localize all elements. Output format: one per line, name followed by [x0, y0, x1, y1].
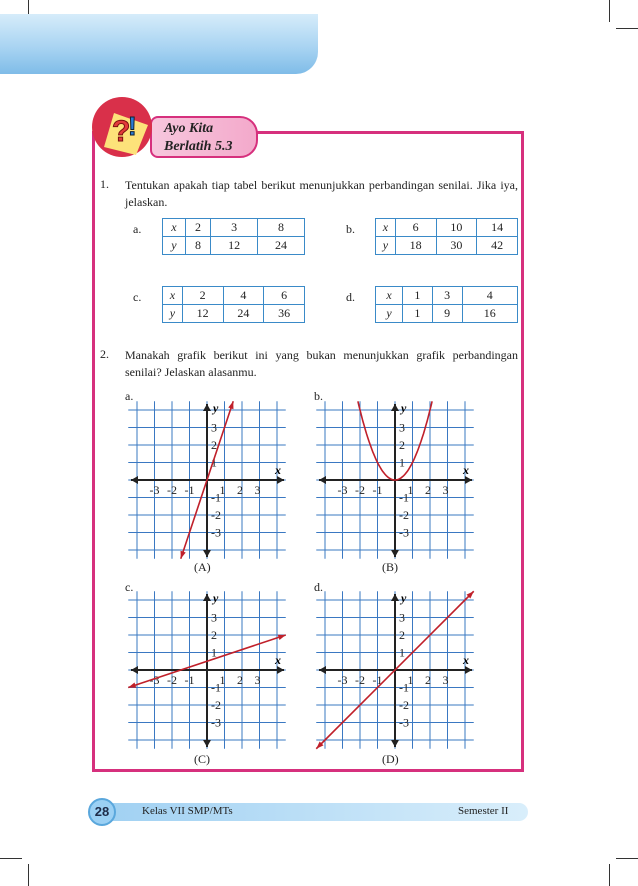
y-axis-label: y	[213, 401, 219, 415]
x-tick-label: 3	[254, 483, 261, 497]
table-cell: 3	[432, 287, 462, 305]
table-cell: 6	[395, 219, 436, 237]
x-tick-label: 2	[237, 483, 243, 497]
arrow-icon	[391, 404, 399, 411]
table-label: d.	[346, 290, 355, 304]
table-cell: 16	[462, 305, 517, 323]
table-cell: 24	[258, 237, 305, 255]
arrow-icon	[319, 476, 326, 484]
table-cell: 12	[211, 237, 258, 255]
table-header: y	[376, 305, 403, 323]
x-tick-label: 2	[425, 483, 431, 497]
table-cell: 14	[477, 219, 518, 237]
x-tick-label: -3	[337, 673, 348, 687]
crop-mark	[609, 864, 610, 886]
arrow-icon	[391, 594, 399, 601]
footer-book-title: Kelas VII SMP/MTs	[142, 805, 233, 817]
table-cell: 8	[258, 219, 305, 237]
arrow-icon	[203, 594, 211, 601]
x-axis-label: x	[275, 653, 281, 667]
x-tick-label: -1	[184, 483, 195, 497]
svg-text:!: !	[128, 111, 137, 141]
x-tick-label: 2	[237, 673, 243, 687]
graph-label: b.	[314, 389, 323, 403]
x-axis-label: x	[275, 463, 281, 477]
question-exclaim-icon	[90, 95, 160, 165]
graph-caption: (A)	[194, 560, 211, 574]
x-tick-label: -3	[337, 483, 348, 497]
badge-line2: Berlatih 5.3	[164, 139, 233, 154]
crop-mark	[616, 28, 638, 29]
graph-b	[313, 398, 478, 563]
y-tick-label: -3	[211, 715, 221, 730]
x-tick-label: -3	[149, 483, 160, 497]
arrow-icon	[391, 550, 399, 557]
y-tick-label: 1	[399, 455, 405, 470]
graph-d	[313, 588, 478, 753]
table-cell: 24	[223, 305, 264, 323]
table-header: x	[376, 219, 396, 237]
y-tick-label: 1	[211, 645, 217, 660]
arrow-icon	[131, 476, 138, 484]
graph-a	[125, 398, 290, 563]
value-table	[162, 286, 305, 323]
x-tick-label: -3	[149, 673, 160, 687]
curve-arrow-icon	[278, 635, 286, 640]
y-tick-label: -1	[399, 680, 409, 695]
exercise-title	[164, 120, 232, 156]
graph-label: a.	[125, 389, 134, 403]
x-tick-label: -1	[372, 483, 383, 497]
arrow-icon	[319, 666, 326, 674]
y-tick-label: 3	[399, 610, 405, 625]
crop-mark	[0, 858, 22, 859]
graph-caption: (C)	[194, 752, 210, 766]
x-tick-label: 1	[407, 673, 414, 687]
table-cell: 4	[223, 287, 264, 305]
x-tick-label: -2	[167, 673, 177, 687]
curve-arrow-icon	[181, 551, 186, 559]
y-tick-label: 3	[211, 610, 217, 625]
graph-label: d.	[314, 580, 323, 594]
table-cell: 36	[264, 305, 305, 323]
y-tick-label: 2	[399, 438, 405, 452]
graph-c	[125, 588, 290, 753]
y-tick-label: -3	[211, 525, 221, 540]
x-tick-label: 3	[254, 673, 261, 687]
x-tick-label: 2	[425, 673, 431, 687]
x-tick-label: -2	[355, 483, 365, 497]
y-tick-label: 1	[399, 645, 405, 660]
table-cell: 1	[402, 305, 432, 323]
curve-arrow-icon	[228, 401, 233, 409]
y-tick-label: 2	[211, 628, 217, 642]
table-cell: 42	[477, 237, 518, 255]
y-tick-label: -1	[211, 680, 221, 695]
table-cell: 1	[402, 287, 432, 305]
arrow-icon	[131, 666, 138, 674]
y-tick-label: -3	[399, 715, 409, 730]
y-tick-label: 2	[211, 438, 217, 452]
table-header: x	[163, 219, 186, 237]
question-text: Tentukan apakah tiap tabel berikut menunjukkan perbandingan senilai. Jika iya, jelaskan.	[125, 178, 518, 209]
y-tick-label: 3	[211, 420, 217, 435]
table-cell: 18	[395, 237, 436, 255]
table-header: x	[163, 287, 183, 305]
graph-caption: (D)	[382, 752, 399, 766]
y-axis-label: y	[213, 591, 219, 605]
arrow-icon	[277, 666, 284, 674]
graph-label: c.	[125, 580, 134, 594]
table-label: b.	[346, 222, 355, 236]
y-tick-label: -3	[399, 525, 409, 540]
table-label: a.	[133, 222, 142, 236]
crop-mark	[616, 858, 638, 859]
svg-text:?: ?	[112, 115, 131, 148]
y-tick-label: 3	[399, 420, 405, 435]
x-tick-label: 1	[407, 483, 414, 497]
curve-arrow-icon	[128, 683, 136, 688]
value-table	[375, 218, 518, 255]
y-axis-label: y	[401, 591, 407, 605]
question-number: 1.	[100, 177, 109, 191]
arrow-icon	[203, 740, 211, 747]
y-tick-label: 2	[399, 628, 405, 642]
table-header: y	[163, 305, 183, 323]
table-cell: 6	[264, 287, 305, 305]
x-axis-label: x	[463, 463, 469, 477]
graph-caption: (B)	[382, 560, 398, 574]
x-tick-label: 3	[442, 483, 449, 497]
question-text: Manakah grafik berikut ini yang bukan menunjukkan grafik perbandingan senilai? Jelaskan alasanmu.	[125, 348, 518, 379]
y-tick-label: -1	[211, 490, 221, 505]
table-cell: 10	[436, 219, 477, 237]
table-header: y	[163, 237, 186, 255]
badge-line1: Ayo Kita	[164, 121, 214, 136]
table-cell: 9	[432, 305, 462, 323]
table-cell: 4	[462, 287, 517, 305]
table-cell: 2	[182, 287, 223, 305]
y-tick-label: -2	[399, 508, 409, 522]
x-tick-label: -2	[355, 673, 365, 687]
table-cell: 30	[436, 237, 477, 255]
table-cell: 2	[185, 219, 210, 237]
y-tick-label: -2	[399, 698, 409, 712]
x-tick-label: -2	[167, 483, 177, 497]
x-tick-label: 1	[219, 673, 226, 687]
arrow-icon	[391, 740, 399, 747]
arrow-icon	[465, 476, 472, 484]
table-label: c.	[133, 290, 142, 304]
value-table	[162, 218, 305, 255]
x-axis-label: x	[463, 653, 469, 667]
y-tick-label: -1	[399, 490, 409, 505]
y-tick-label: -2	[211, 698, 221, 712]
table-header: x	[376, 287, 403, 305]
table-header: y	[376, 237, 396, 255]
table-cell: 3	[211, 219, 258, 237]
x-tick-label: 1	[219, 483, 226, 497]
arrow-icon	[203, 550, 211, 557]
crop-mark	[28, 864, 29, 886]
table-cell: 8	[185, 237, 210, 255]
header-banner	[0, 14, 318, 74]
x-tick-label: 3	[442, 673, 449, 687]
arrow-icon	[465, 666, 472, 674]
question-number: 2.	[100, 347, 109, 361]
x-tick-label: -1	[372, 673, 383, 687]
y-axis-label: y	[401, 401, 407, 415]
page-number: 28	[88, 798, 116, 826]
value-table	[375, 286, 518, 323]
table-cell: 12	[182, 305, 223, 323]
crop-mark	[609, 0, 610, 22]
arrow-icon	[203, 404, 211, 411]
footer-semester: Semester II	[458, 805, 509, 817]
x-tick-label: -1	[184, 673, 195, 687]
y-tick-label: 1	[211, 455, 217, 470]
y-tick-label: -2	[211, 508, 221, 522]
arrow-icon	[277, 476, 284, 484]
